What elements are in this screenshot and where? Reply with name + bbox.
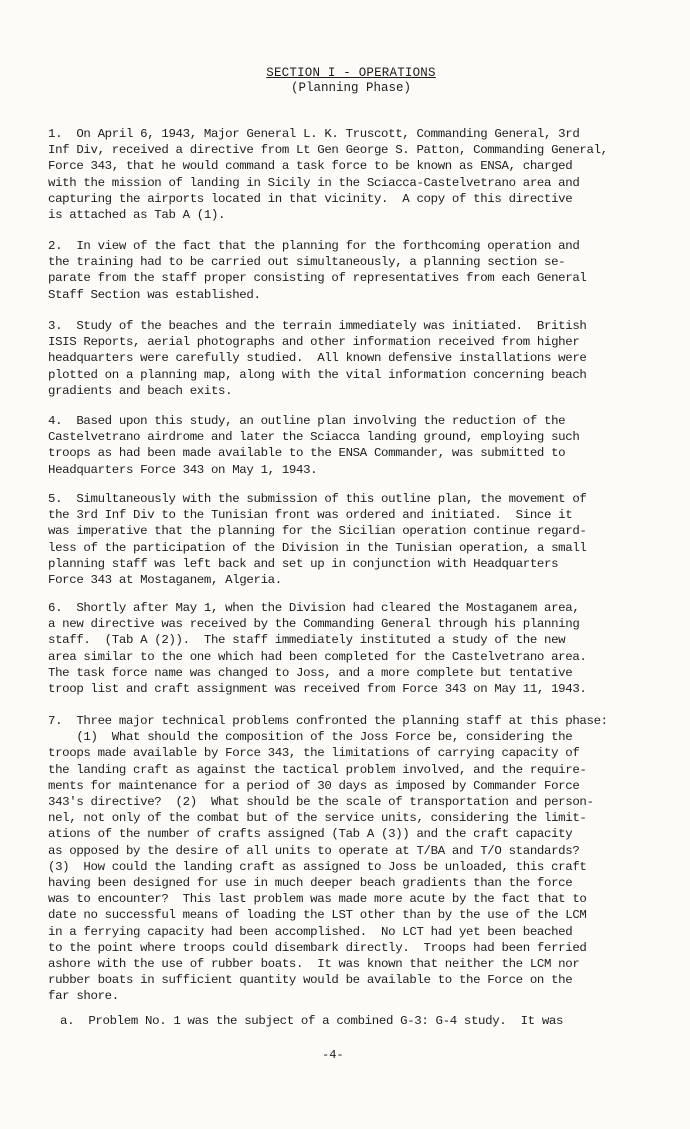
section-subtitle: (Planning Phase) xyxy=(290,81,412,95)
paragraph-3: 3. Study of the beaches and the terrain immediately was initiated. British ISIS Reports, aerial photographs and other information received from higher headquarters were carefully studied. All known defensive installations were plotted on a planning map, along with the vital information concerning beach gradients and beach exits. xyxy=(48,319,587,398)
page-number: -4- xyxy=(322,1048,344,1062)
paragraph-5: 5. Simultaneously with the submission of this outline plan, the movement of the 3rd Inf Div to the Tunisian front was ordered and initiated. Since it was imperative that the planning for the Sicilian operation continue regard- less of the participation of the Division in the Tunisian operation, a small planning staff was left back and set up in conjunction with Headquarters Force 343 at Mostaganem, Algeria. xyxy=(48,492,587,588)
paragraph-4: 4. Based upon this study, an outline plan involving the reduction of the Castelvetrano airdrome and later the Sciacca landing ground, employing such troops as had been made available to the ENSA Commander, was submitted to Headquarters Force 343 on May 1, 1943. xyxy=(48,414,580,477)
paragraph-2: 2. In view of the fact that the planning for the forthcoming operation and the training had to be carried out simultaneously, a planning section se- parate from the staff proper consisting of representatives from each General Staff Section was established. xyxy=(48,239,587,302)
subparagraph-a: a. Problem No. 1 was the subject of a combined G-3: G-4 study. It was xyxy=(60,1014,564,1028)
section-title: SECTION I - OPERATIONS xyxy=(266,66,436,80)
paragraph-7: 7. Three major technical problems confronted the planning staff at this phase: (1) What should the composition of the Joss Force be, considering the troops made available by Force 343, the limitations of carrying capacity of the landing craft as against the tactical problem involved, and the require- ments for maintenance for a period of 30 days as imposed by Commander Force 343's directive? (2) What should be the scale of transportation and person- nel, not only of the combat but of the service units, considering the limit- ations of the number of crafts assigned (Tab A (3)) and the craft capacity as opposed by the desire of all units to operate at T/BA and T/O standards? (3) How could the landing craft as assigned to Joss be unloaded, this craft having been designed for use in much deeper beach gradients than the force was to encounter? This last problem was made more acute by the fact that to date no successful means of loading the LST other than by the use of the LCM in a ferrying capacity had been accomplished. No LCT had yet been beached to the point where troops could disembark directly. Troops had been ferried ashore with the use of rubber boats. It was known that neither the LCM nor rubber boats in sufficient quantity would be available to the Force on the far shore. xyxy=(48,714,608,1004)
section-heading xyxy=(0,66,690,96)
paragraph-1: 1. On April 6, 1943, Major General L. K. Truscott, Commanding General, 3rd Inf Div, received a directive from Lt Gen George S. Patton, Commanding General, Force 343, that he would command a task force to be known as ENSA, charged with the mission of landing in Sicily in the Sciacca-Castelvetrano area and capturing the airports located in that vicinity. A copy of this directive is attached as Tab A (1). xyxy=(48,127,608,223)
paragraph-6: 6. Shortly after May 1, when the Division had cleared the Mostaganem area, a new directive was received by the Commanding General through his planning staff. (Tab A (2)). The staff immediately instituted a study of the new area similar to the one which had been completed for the Castelvetrano area. The task force name was changed to Joss, and a more complete but tentative troop list and craft assignment was received from Force 343 on May 11, 1943. xyxy=(48,601,587,697)
